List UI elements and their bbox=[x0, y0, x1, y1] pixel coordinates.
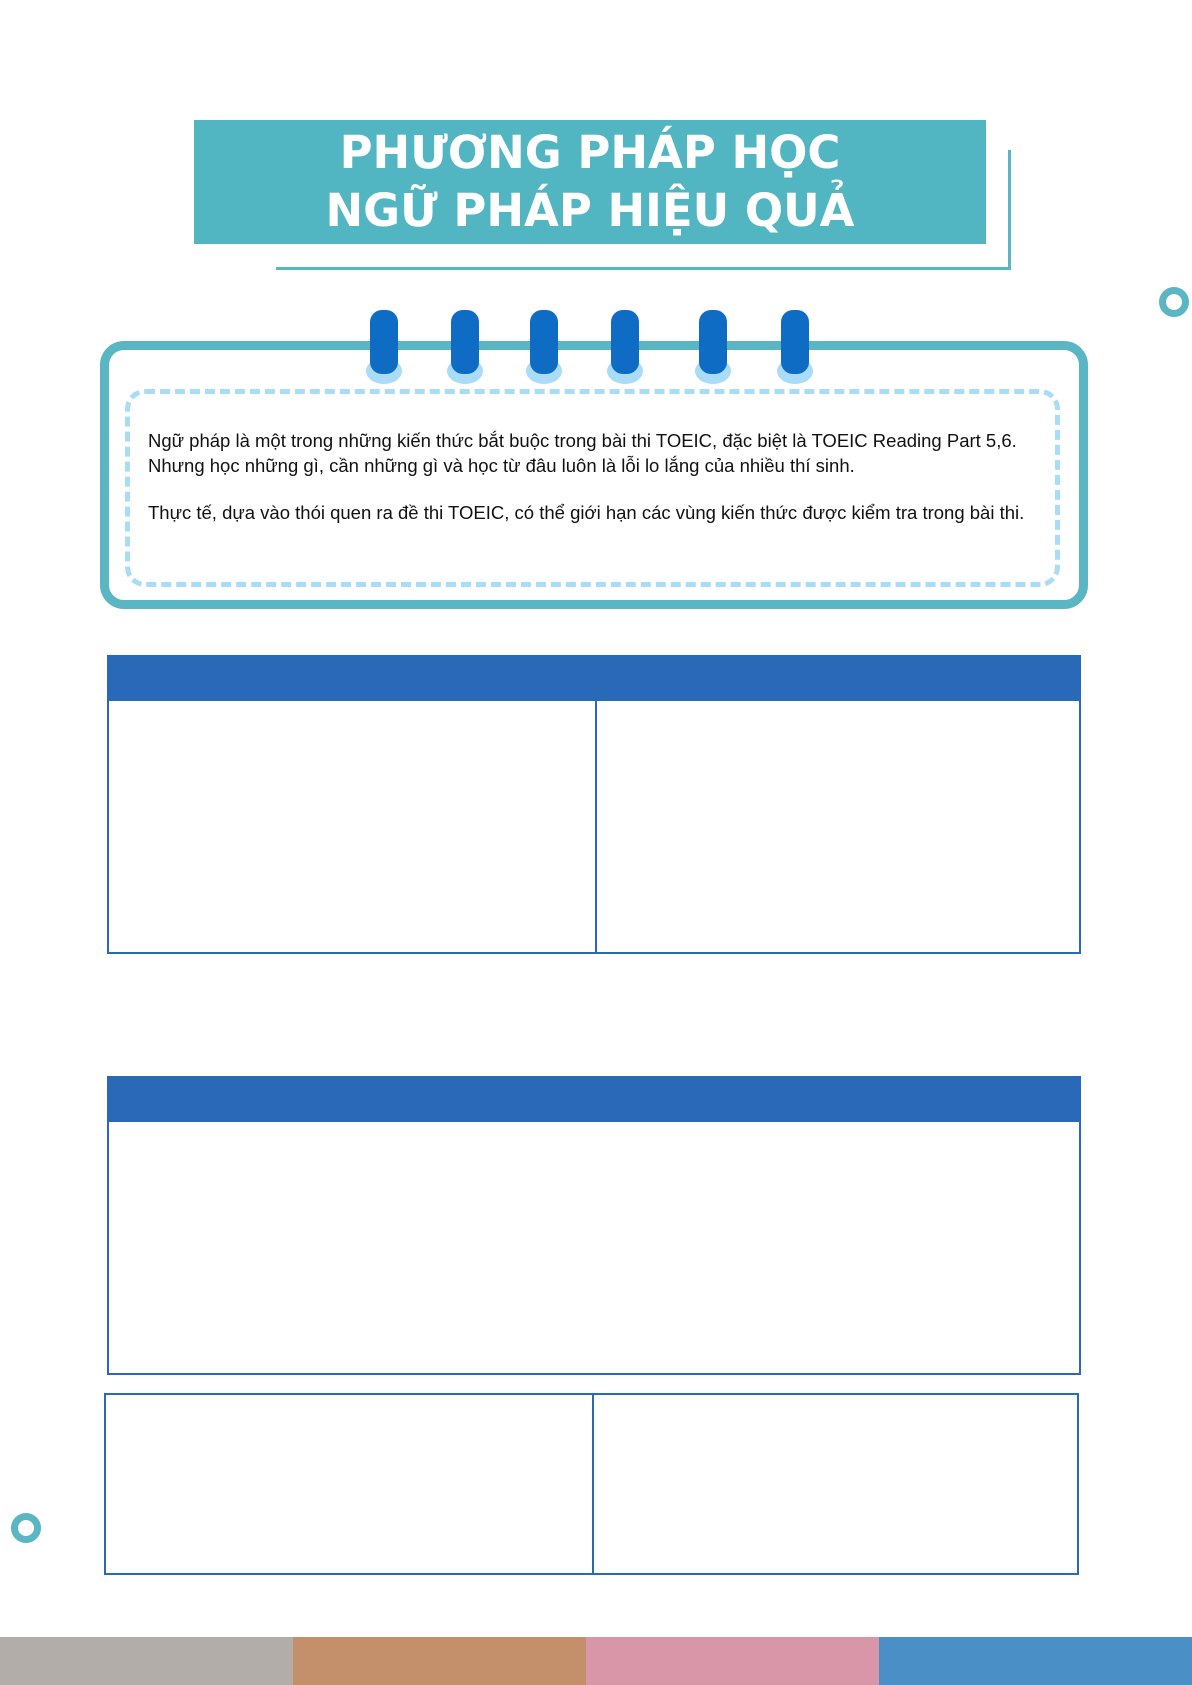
footer-color-strip-gray bbox=[0, 1637, 293, 1685]
two-column-panel-1 bbox=[107, 655, 1081, 954]
footer-color-strip-pink bbox=[586, 1637, 879, 1685]
panel-header bbox=[109, 1078, 1079, 1122]
title-line-2: NGỮ PHÁP HIỆU QUẢ bbox=[325, 184, 855, 237]
title-line-1: PHƯƠNG PHÁP HỌC bbox=[339, 126, 841, 179]
two-column-panel-2 bbox=[104, 1393, 1079, 1575]
footer-color-strip-tan bbox=[293, 1637, 586, 1685]
decorative-ring-icon bbox=[1159, 287, 1189, 317]
binder-ring-icon bbox=[778, 310, 812, 390]
intro-paragraph-1: Ngữ pháp là một trong những kiến thức bắt buộc trong bài thi TOEIC, đặc biệt là TOEIC Reading Part 5,6. Nhưng học những gì, cần những gì và học từ đâu luôn là lỗi lo lắng của nhiều thí sinh. bbox=[148, 430, 1017, 476]
intro-paragraph-2: Thực tế, dựa vào thói quen ra đề thi TOEIC, có thể giới hạn các vùng kiến thức được kiểm tra trong bài thi. bbox=[148, 502, 1025, 523]
binder-ring-icon bbox=[608, 310, 642, 390]
intro-text bbox=[148, 428, 1048, 547]
panel-column-divider bbox=[595, 701, 597, 952]
binder-ring-icon bbox=[527, 310, 561, 390]
panel-header bbox=[109, 657, 1079, 701]
binder-ring-icon bbox=[448, 310, 482, 390]
panel-column-divider bbox=[592, 1395, 594, 1573]
decorative-ring-icon bbox=[11, 1513, 41, 1543]
binder-ring-icon bbox=[367, 310, 401, 390]
footer-color-strip-blue bbox=[879, 1637, 1192, 1685]
single-column-panel bbox=[107, 1076, 1081, 1375]
binder-ring-icon bbox=[696, 310, 730, 390]
title-banner bbox=[194, 120, 986, 244]
